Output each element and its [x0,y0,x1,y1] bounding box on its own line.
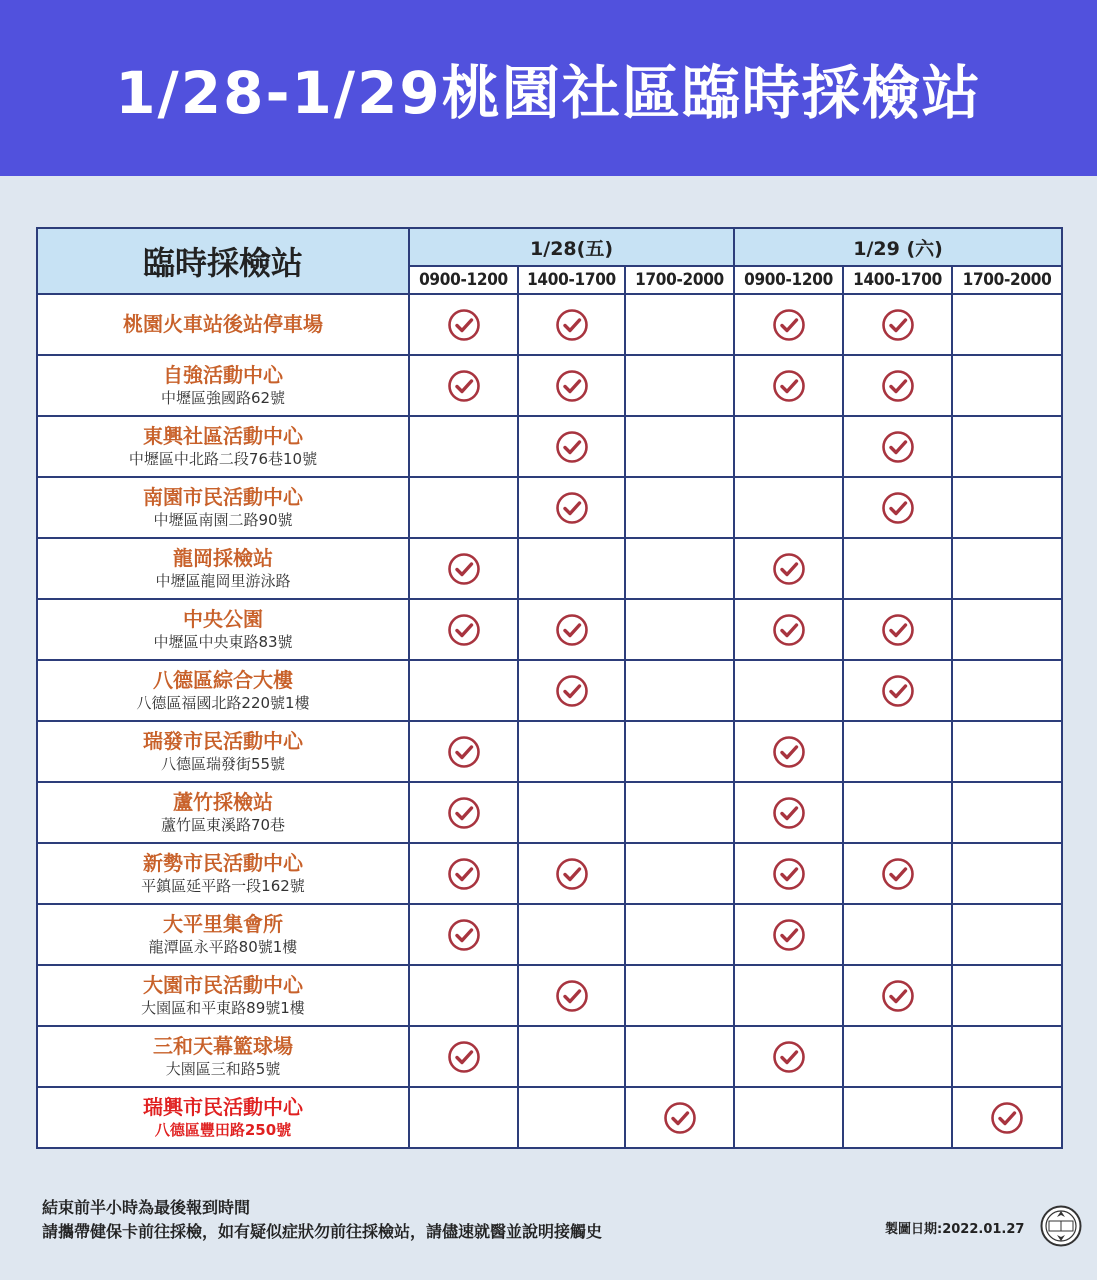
slot-cell [518,904,625,965]
slot-cell [409,416,518,477]
check-circle-icon [881,491,915,525]
table-row [37,1026,1062,1087]
slot-cell [625,477,734,538]
slot-cell [734,1087,843,1148]
station-address: 八德區福國北路220號1樓 [136,694,310,712]
station-address: 蘆竹區東溪路70巷 [160,816,286,834]
check-circle-icon [881,430,915,464]
table-row [37,477,1062,538]
station-address: 八德區瑞發街55號 [160,755,286,773]
check-circle-icon [447,857,481,891]
table-row [37,721,1062,782]
station-name: 南園市民活動中心 [143,485,303,509]
table-row [37,294,1062,355]
page-title: 1/28-1/29桃園社區臨時採檢站 [115,59,982,127]
slot-cell [409,721,518,782]
slot-cell [409,477,518,538]
slot-cell [952,1026,1062,1087]
slot-cell [518,538,625,599]
slot-cell [518,1026,625,1087]
slot-header: 1400-1700 [518,266,625,294]
table-row [37,782,1062,843]
slot-header: 1700-2000 [952,266,1062,294]
check-circle-icon [881,857,915,891]
station-column-header: 臨時採檢站 [37,228,409,294]
slot-header: 0900-1200 [409,266,518,294]
slot-cell [843,416,952,477]
table-row [37,538,1062,599]
slot-cell [843,660,952,721]
date-header-0129: 1/29 (六) [734,228,1062,266]
slot-cell [734,904,843,965]
station-address: 八德區豐田路250號 [154,1121,292,1139]
slot-header: 1400-1700 [843,266,952,294]
schedule-table [36,227,1063,1149]
check-circle-icon [881,613,915,647]
slot-cell [734,599,843,660]
slot-cell [625,843,734,904]
slot-cell [409,1087,518,1148]
slot-cell [843,721,952,782]
slot-cell [409,1026,518,1087]
check-circle-icon [881,308,915,342]
check-circle-icon [447,1040,481,1074]
station-cell [37,416,409,477]
station-cell [37,1026,409,1087]
station-address: 中壢區龍岡里游泳路 [155,572,291,590]
slot-cell [409,660,518,721]
table-row [37,1087,1062,1148]
made-date: 製圖日期:2022.01.27 [885,1222,1025,1237]
slot-cell [843,965,952,1026]
check-circle-icon [555,369,589,403]
slot-cell [734,477,843,538]
slot-cell [843,538,952,599]
slot-cell [625,782,734,843]
slot-cell [952,782,1062,843]
slot-cell [625,1026,734,1087]
station-address: 中壢區強國路62號 [160,389,286,407]
slot-cell [952,843,1062,904]
station-name: 龍岡採檢站 [173,546,273,570]
slot-cell [952,477,1062,538]
station-cell [37,660,409,721]
check-circle-icon [447,735,481,769]
slot-cell [625,416,734,477]
slot-cell [409,782,518,843]
slot-cell [518,477,625,538]
check-circle-icon [663,1101,697,1135]
table-row [37,660,1062,721]
slot-cell [952,660,1062,721]
station-name: 三和天幕籃球場 [153,1034,293,1058]
slot-cell [843,1026,952,1087]
slot-cell [952,965,1062,1026]
slot-cell [734,294,843,355]
slot-cell [518,721,625,782]
check-circle-icon [447,308,481,342]
station-address: 大園區三和路5號 [165,1060,281,1078]
check-circle-icon [772,613,806,647]
footer-note-checkin: 結束前半小時為最後報到時間 [42,1198,251,1217]
slot-cell [843,477,952,538]
table-row [37,416,1062,477]
slot-cell [843,782,952,843]
station-name: 瑞興市民活動中心 [143,1095,303,1119]
slot-cell [518,1087,625,1148]
station-name: 桃園火車站後站停車場 [123,312,323,336]
station-cell [37,294,409,355]
station-name: 中央公園 [183,607,263,631]
check-circle-icon [555,979,589,1013]
slot-cell [518,416,625,477]
station-name: 八德區綜合大樓 [153,668,293,692]
check-circle-icon [555,674,589,708]
slot-cell [952,416,1062,477]
slot-cell [518,965,625,1026]
check-circle-icon [772,735,806,769]
slot-cell [625,1087,734,1148]
station-address: 大園區和平東路89號1樓 [141,999,305,1017]
station-cell [37,355,409,416]
station-address: 中壢區中央東路83號 [153,633,293,651]
station-cell [37,843,409,904]
slot-cell [952,904,1062,965]
slot-header: 1700-2000 [625,266,734,294]
slot-cell [409,965,518,1026]
check-circle-icon [772,1040,806,1074]
slot-cell [734,965,843,1026]
station-name: 大平里集會所 [163,912,283,936]
slot-cell [625,904,734,965]
check-circle-icon [772,857,806,891]
slot-cell [625,538,734,599]
slot-cell [952,1087,1062,1148]
slot-cell [952,721,1062,782]
date-header-0128: 1/28(五) [409,228,734,266]
slot-cell [625,965,734,1026]
footer-note-instructions: 請攜帶健保卡前往採檢，如有疑似症狀勿前往採檢站，請儘速就醫並說明接觸史 [42,1222,603,1241]
table-row [37,965,1062,1026]
check-circle-icon [555,613,589,647]
check-circle-icon [447,552,481,586]
slot-cell [409,904,518,965]
slot-cell [625,721,734,782]
station-cell [37,538,409,599]
slot-cell [843,1087,952,1148]
station-name: 東興社區活動中心 [143,424,303,448]
schedule-body [37,294,1062,1148]
slot-cell [952,294,1062,355]
slot-cell [843,904,952,965]
station-name: 新勢市民活動中心 [143,851,303,875]
check-circle-icon [772,796,806,830]
check-circle-icon [772,308,806,342]
slot-cell [518,355,625,416]
slot-cell [843,355,952,416]
station-cell [37,477,409,538]
slot-cell [952,599,1062,660]
station-cell [37,721,409,782]
slot-cell [518,843,625,904]
station-cell [37,904,409,965]
check-circle-icon [990,1101,1024,1135]
station-address: 中壢區中北路二段76巷10號 [128,450,318,468]
check-circle-icon [447,918,481,952]
check-circle-icon [447,796,481,830]
check-circle-icon [881,369,915,403]
check-circle-icon [772,369,806,403]
station-name: 自強活動中心 [163,363,283,387]
station-cell [37,599,409,660]
slot-cell [518,294,625,355]
check-circle-icon [881,979,915,1013]
table-row [37,843,1062,904]
station-address: 龍潭區永平路80號1樓 [148,938,298,956]
check-circle-icon [772,552,806,586]
slot-cell [518,782,625,843]
slot-cell [625,355,734,416]
slot-cell [734,843,843,904]
check-circle-icon [772,918,806,952]
slot-cell [843,843,952,904]
station-name: 蘆竹採檢站 [173,790,273,814]
table-row [37,599,1062,660]
slot-cell [734,721,843,782]
station-cell [37,1087,409,1148]
station-cell [37,782,409,843]
slot-cell [734,660,843,721]
station-name: 大園市民活動中心 [143,973,303,997]
table-row [37,355,1062,416]
slot-cell [409,294,518,355]
station-address: 平鎮區延平路一段162號 [141,877,305,895]
slot-cell [625,599,734,660]
slot-cell [952,538,1062,599]
slot-cell [518,599,625,660]
check-circle-icon [555,430,589,464]
taoyuan-seal-icon [1040,1205,1082,1247]
slot-cell [734,538,843,599]
footer-notes [42,1196,602,1244]
slot-cell [734,416,843,477]
check-circle-icon [447,613,481,647]
check-circle-icon [555,857,589,891]
slot-cell [625,660,734,721]
slot-cell [518,660,625,721]
check-circle-icon [881,674,915,708]
slot-cell [843,294,952,355]
slot-cell [843,599,952,660]
slot-cell [952,355,1062,416]
station-address: 中壢區南園二路90號 [153,511,293,529]
slot-cell [409,538,518,599]
check-circle-icon [555,491,589,525]
slot-cell [734,782,843,843]
table-row [37,904,1062,965]
slot-cell [409,843,518,904]
slot-cell [734,355,843,416]
check-circle-icon [555,308,589,342]
check-circle-icon [447,369,481,403]
station-cell [37,965,409,1026]
station-name: 瑞發市民活動中心 [143,729,303,753]
page-header [0,0,1097,176]
slot-cell [734,1026,843,1087]
slot-cell [409,599,518,660]
slot-header: 0900-1200 [734,266,843,294]
slot-cell [625,294,734,355]
slot-cell [409,355,518,416]
